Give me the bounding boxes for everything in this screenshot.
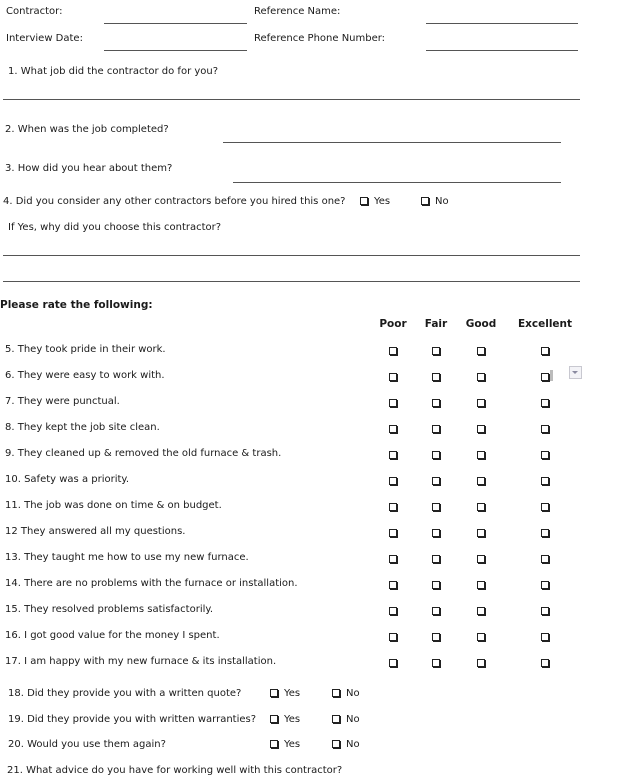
- rating-item-5: 5. They took pride in their work.: [5, 344, 166, 355]
- q4-no-option[interactable]: No: [421, 196, 449, 207]
- rating-5-poor-checkbox[interactable]: [389, 347, 397, 355]
- rating-14-poor-checkbox[interactable]: [389, 581, 397, 589]
- rating-14-good-checkbox[interactable]: [477, 581, 485, 589]
- rating-7-poor-checkbox[interactable]: [389, 399, 397, 407]
- reference-phone-label: Reference Phone Number:: [254, 33, 386, 44]
- q19-no-option[interactable]: No: [332, 714, 360, 725]
- rating-16-good-checkbox[interactable]: [477, 633, 485, 641]
- rating-heading: Please rate the following:: [0, 299, 153, 311]
- rating-13-poor-checkbox[interactable]: [389, 555, 397, 563]
- question-18: 18. Did they provide you with a written quote?: [8, 688, 242, 699]
- rating-17-fair-checkbox[interactable]: [432, 659, 440, 667]
- rating-12-excellent-checkbox[interactable]: [541, 529, 549, 537]
- question-19: 19. Did they provide you with written warranties?: [8, 714, 257, 725]
- rating-13-good-checkbox[interactable]: [477, 555, 485, 563]
- contractor-label: Contractor:: [6, 6, 63, 17]
- rating-12-poor-checkbox[interactable]: [389, 529, 397, 537]
- checkbox[interactable]: [360, 197, 368, 205]
- checkbox[interactable]: [332, 715, 340, 723]
- reference-name-label: Reference Name:: [254, 6, 341, 17]
- rating-9-good-checkbox[interactable]: [477, 451, 485, 459]
- rating-16-poor-checkbox[interactable]: [389, 633, 397, 641]
- rating-11-fair-checkbox[interactable]: [432, 503, 440, 511]
- question-20: 20. Would you use them again?: [8, 739, 166, 750]
- rating-9-excellent-checkbox[interactable]: [541, 451, 549, 459]
- answer-4-line-2[interactable]: [3, 281, 580, 282]
- column-fair: Fair: [424, 318, 448, 330]
- rating-10-fair-checkbox[interactable]: [432, 477, 440, 485]
- rating-16-fair-checkbox[interactable]: [432, 633, 440, 641]
- answer-1-field[interactable]: [3, 99, 580, 100]
- rating-5-fair-checkbox[interactable]: [432, 347, 440, 355]
- rating-15-good-checkbox[interactable]: [477, 607, 485, 615]
- rating-item-17: 17. I am happy with my new furnace & its installation.: [5, 656, 277, 667]
- q20-no-option[interactable]: No: [332, 739, 360, 750]
- rating-17-poor-checkbox[interactable]: [389, 659, 397, 667]
- rating-11-good-checkbox[interactable]: [477, 503, 485, 511]
- interview-date-field[interactable]: [104, 50, 247, 51]
- rating-13-excellent-checkbox[interactable]: [541, 555, 549, 563]
- column-good: Good: [465, 318, 497, 330]
- rating-12-fair-checkbox[interactable]: [432, 529, 440, 537]
- rating-11-excellent-checkbox[interactable]: [541, 503, 549, 511]
- q4-yes-option[interactable]: Yes: [360, 196, 390, 207]
- rating-17-excellent-checkbox[interactable]: [541, 659, 549, 667]
- answer-2-field[interactable]: [223, 142, 561, 143]
- rating-item-6: 6. They were easy to work with.: [5, 370, 165, 381]
- rating-15-poor-checkbox[interactable]: [389, 607, 397, 615]
- rating-item-16: 16. I got good value for the money I spent.: [5, 630, 220, 641]
- rating-item-14: 14. There are no problems with the furnace or installation.: [5, 578, 298, 589]
- rating-9-fair-checkbox[interactable]: [432, 451, 440, 459]
- dropdown-icon[interactable]: [569, 366, 582, 379]
- column-excellent: Excellent: [517, 318, 573, 330]
- question-2: 2. When was the job completed?: [5, 124, 169, 135]
- rating-item-13: 13. They taught me how to use my new furnace.: [5, 552, 249, 563]
- rating-7-good-checkbox[interactable]: [477, 399, 485, 407]
- answer-3-field[interactable]: [233, 182, 561, 183]
- checkbox[interactable]: [332, 689, 340, 697]
- rating-6-fair-checkbox[interactable]: [432, 373, 440, 381]
- reference-phone-field[interactable]: [426, 50, 578, 51]
- checkbox[interactable]: [270, 715, 278, 723]
- rating-item-9: 9. They cleaned up & removed the old furnace & trash.: [5, 448, 282, 459]
- rating-6-poor-checkbox[interactable]: [389, 373, 397, 381]
- rating-17-good-checkbox[interactable]: [477, 659, 485, 667]
- interview-date-label: Interview Date:: [6, 33, 83, 44]
- q18-no-option[interactable]: No: [332, 688, 360, 699]
- reference-name-field[interactable]: [426, 23, 578, 24]
- rating-13-fair-checkbox[interactable]: [432, 555, 440, 563]
- rating-10-excellent-checkbox[interactable]: [541, 477, 549, 485]
- text-cursor: [550, 370, 553, 381]
- rating-14-excellent-checkbox[interactable]: [541, 581, 549, 589]
- question-21: 21. What advice do you have for working well with this contractor?: [7, 765, 343, 776]
- question-4-followup: If Yes, why did you choose this contractor?: [8, 222, 222, 233]
- checkbox[interactable]: [332, 740, 340, 748]
- rating-item-11: 11. The job was done on time & on budget.: [5, 500, 222, 511]
- rating-item-10: 10. Safety was a priority.: [5, 474, 130, 485]
- rating-15-excellent-checkbox[interactable]: [541, 607, 549, 615]
- rating-item-12: 12 They answered all my questions.: [5, 526, 186, 537]
- rating-15-fair-checkbox[interactable]: [432, 607, 440, 615]
- rating-8-good-checkbox[interactable]: [477, 425, 485, 433]
- q18-yes-option[interactable]: Yes: [270, 688, 300, 699]
- q20-yes-option[interactable]: Yes: [270, 739, 300, 750]
- rating-item-15: 15. They resolved problems satisfactorily.: [5, 604, 214, 615]
- rating-8-fair-checkbox[interactable]: [432, 425, 440, 433]
- checkbox[interactable]: [421, 197, 429, 205]
- rating-item-7: 7. They were punctual.: [5, 396, 120, 407]
- rating-11-poor-checkbox[interactable]: [389, 503, 397, 511]
- rating-16-excellent-checkbox[interactable]: [541, 633, 549, 641]
- rating-8-poor-checkbox[interactable]: [389, 425, 397, 433]
- rating-10-poor-checkbox[interactable]: [389, 477, 397, 485]
- rating-10-good-checkbox[interactable]: [477, 477, 485, 485]
- column-poor: Poor: [379, 318, 407, 330]
- rating-6-good-checkbox[interactable]: [477, 373, 485, 381]
- rating-7-fair-checkbox[interactable]: [432, 399, 440, 407]
- question-4: 4. Did you consider any other contractors before you hired this one?: [3, 196, 346, 207]
- rating-item-8: 8. They kept the job site clean.: [5, 422, 160, 433]
- rating-6-excellent-checkbox[interactable]: [541, 373, 549, 381]
- answer-4-line-1[interactable]: [3, 255, 580, 256]
- contractor-field[interactable]: [104, 23, 247, 24]
- question-1: 1. What job did the contractor do for you?: [8, 66, 219, 77]
- checkbox[interactable]: [270, 689, 278, 697]
- rating-5-excellent-checkbox[interactable]: [541, 347, 549, 355]
- q19-yes-option[interactable]: Yes: [270, 714, 300, 725]
- rating-14-fair-checkbox[interactable]: [432, 581, 440, 589]
- rating-12-good-checkbox[interactable]: [477, 529, 485, 537]
- question-3: 3. How did you hear about them?: [5, 163, 173, 174]
- checkbox[interactable]: [270, 740, 278, 748]
- rating-7-excellent-checkbox[interactable]: [541, 399, 549, 407]
- rating-5-good-checkbox[interactable]: [477, 347, 485, 355]
- rating-9-poor-checkbox[interactable]: [389, 451, 397, 459]
- rating-8-excellent-checkbox[interactable]: [541, 425, 549, 433]
